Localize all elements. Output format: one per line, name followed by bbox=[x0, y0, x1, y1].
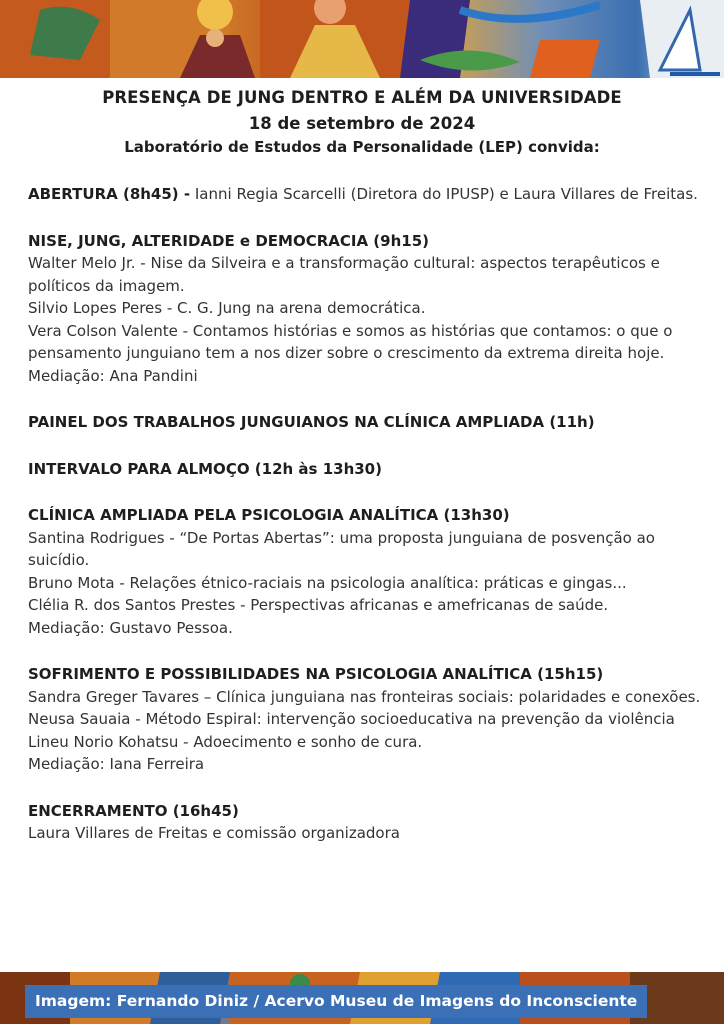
section-title: INTERVALO PARA ALMOÇO (12h às 13h30) bbox=[28, 459, 382, 478]
page-title: PRESENÇA DE JUNG DENTRO E ALÉM DA UNIVERSIDADE bbox=[102, 88, 622, 107]
section-title: CLÍNICA AMPLIADA PELA PSICOLOGIA ANALÍTICA (13h30) bbox=[28, 506, 510, 524]
program-body bbox=[28, 183, 718, 869]
program-line: Laura Villares de Freitas e comissão organizadora bbox=[28, 824, 400, 842]
section-title: ENCERRAMENTO (16h45) bbox=[28, 801, 239, 820]
section-clinica bbox=[28, 504, 718, 639]
program-line: Bruno Mota - Relações étnico-raciais na psicologia analítica: práticas e gingas... bbox=[28, 573, 627, 592]
event-date: 18 de setembro de 2024 bbox=[248, 114, 476, 133]
section-title: NISE, JUNG, ALTERIDADE e DEMOCRACIA (9h15) bbox=[28, 231, 429, 250]
section-nise bbox=[28, 230, 718, 388]
program-line: Lineu Norio Kohatsu - Adoecimento e sonho de cura. bbox=[28, 732, 423, 751]
moderation-line: Mediação: Iana Ferreira bbox=[28, 755, 205, 773]
program-content bbox=[0, 78, 724, 972]
section-title: PAINEL DOS TRABALHOS JUNGUIANOS NA CLÍNICA AMPLIADA (11h) bbox=[28, 413, 595, 431]
program-line: Silvio Lopes Peres - C. G. Jung na arena democrática. bbox=[28, 299, 426, 317]
program-line: Sandra Greger Tavares – Clínica junguiana nas fronteiras sociais: polaridades e conexões. bbox=[28, 687, 701, 706]
section-painel bbox=[28, 411, 718, 434]
image-credit-caption: Imagem: Fernando Diniz / Acervo Museu de Imagens do Inconsciente bbox=[25, 985, 647, 1018]
program-line: Neusa Sauaia - Método Espiral: intervenção socioeducativa na prevenção da violência bbox=[28, 710, 675, 728]
section-encerramento bbox=[28, 800, 718, 845]
program-line: Clélia R. dos Santos Prestes - Perspectivas africanas e amefricanas de saúde. bbox=[28, 596, 609, 614]
moderation-line: Mediação: Ana Pandini bbox=[28, 366, 198, 385]
section-title: ABERTURA (8h45) - bbox=[28, 185, 191, 203]
section-title: SOFRIMENTO E POSSIBILIDADES NA PSICOLOGIA ANALÍTICA (15h15) bbox=[28, 665, 604, 683]
program-line: Walter Melo Jr. - Nise da Silveira e a transformação cultural: aspectos terapêuticos e políticos da imagem. bbox=[28, 254, 660, 295]
moderation-line: Mediação: Gustavo Pessoa. bbox=[28, 618, 233, 637]
section-text: Ianni Regia Scarcelli (Diretora do IPUSP) e Laura Villares de Freitas. bbox=[190, 185, 698, 203]
painting-banner-top bbox=[0, 0, 724, 78]
program-line: Vera Colson Valente - Contamos histórias e somos as histórias que contamos: o que o pensamento junguiano tem a nos dizer sobre o crescimento da extrema direita hoje. bbox=[28, 321, 673, 362]
section-intervalo bbox=[28, 458, 718, 481]
section-sofrimento bbox=[28, 663, 718, 776]
program-line: Santina Rodrigues - “De Portas Abertas”: uma proposta junguiana de posvenção ao suicídio. bbox=[28, 528, 655, 569]
invitation-line: Laboratório de Estudos da Personalidade (LEP) convida: bbox=[124, 138, 600, 156]
section-abertura bbox=[28, 183, 718, 206]
